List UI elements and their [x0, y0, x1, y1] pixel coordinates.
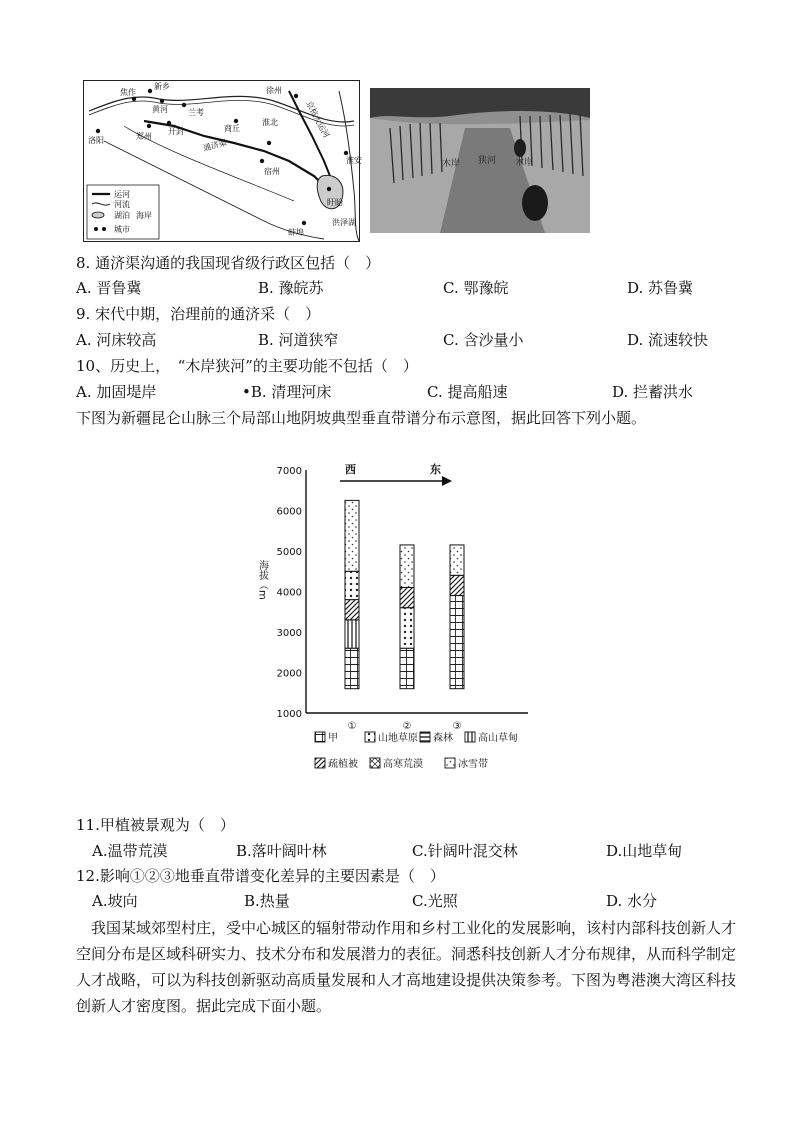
question-9-stem: 9. 宋代中期，治理前的通济采（ ）: [76, 305, 321, 323]
legend-label: 森林: [433, 733, 453, 744]
y-tick-label: 5000: [276, 547, 302, 558]
y-tick-label: 7000: [276, 466, 302, 477]
y-tick-label: 1000: [276, 709, 302, 720]
question-12-option-d: D. 水分: [606, 892, 658, 910]
category-label: ①: [347, 721, 357, 732]
question-8-option-a: A. 晋鲁冀: [76, 279, 142, 297]
zone-segment-1: [345, 648, 359, 689]
map-label-huanghe: 黄河: [152, 105, 168, 114]
zone-segment-1: [345, 600, 359, 620]
y-tick-label: 6000: [276, 506, 302, 518]
legend-swatch: [465, 732, 475, 742]
question-9-option-b: B. 河道狭窄: [258, 331, 339, 349]
question-8-option-c: C. 鄂豫皖: [443, 279, 509, 297]
map-label-grand-canal: 京杭大运河: [304, 99, 331, 140]
legend-label: 山地草原: [378, 733, 418, 744]
question-11-option-d: D.山地草甸: [606, 842, 683, 860]
zone-segment-2: [400, 545, 414, 588]
map-label-bengbu: 蚌埠: [288, 228, 304, 237]
wooden-bank-photo: [370, 88, 590, 233]
map-label-kaifeng: 开封: [168, 127, 184, 136]
y-tick-label: 4000: [276, 587, 302, 599]
question-10-stem: 10、历史上， “木岸狭河”的主要功能不包括（ ）: [76, 357, 418, 375]
legend-label: 疏植被: [328, 759, 358, 770]
intro-vertical-zones: 下图为新疆昆仑山脉三个局部山地阴坡典型垂直带谱分布示意图，据此回答下列小题。: [76, 409, 647, 427]
question-11-stem: 11.甲植被景观为（ ）: [76, 816, 235, 834]
legend-swatch: [315, 758, 325, 768]
question-8-stem: 8. 通济渠沟通的我国现省级行政区包括（ ）: [76, 254, 381, 272]
legend-swatch: [315, 732, 325, 742]
zone-segment-3: [450, 596, 464, 689]
map-label-jiaozuo: 焦作: [120, 88, 136, 97]
map-label-tongjiqu: 通济渠: [202, 138, 228, 153]
y-tick-label: 3000: [276, 628, 302, 639]
zone-segment-1: [345, 500, 359, 571]
map-label-xuyi: 盱眙: [327, 198, 343, 207]
question-12-option-c: C.光照: [412, 892, 458, 910]
zone-segment-3: [450, 545, 464, 575]
legend-label: 冰雪带: [458, 759, 488, 770]
question-8-option-b: B. 豫皖苏: [258, 279, 324, 297]
legend-swatch: [370, 758, 380, 768]
direction-east: 东: [430, 463, 441, 476]
zone-segment-2: [400, 648, 414, 689]
map-label-huaibei: 淮北: [262, 118, 278, 127]
vertical-zone-chart: [256, 455, 540, 785]
question-9-option-d: D. 流速较快: [627, 331, 709, 349]
map-label-zhengzhou: 郑州: [136, 132, 152, 141]
legend-label: 高寒荒漠: [383, 759, 423, 770]
map-label-huaian: 淮安: [346, 156, 362, 165]
question-10-option-c: C. 提高船速: [427, 383, 508, 401]
map-label-shangqiu: 商丘: [224, 124, 240, 133]
map-label-lankao: 兰考: [188, 108, 204, 117]
zone-segment-2: [400, 587, 414, 607]
map-label-xinxiang: 新乡: [154, 82, 170, 91]
y-tick-label: 2000: [276, 668, 302, 680]
question-11-option-b: B.落叶阔叶林: [236, 842, 327, 860]
legend-swatch: [445, 758, 455, 768]
question-10-option-d: D. 拦蓄洪水: [612, 383, 694, 401]
question-9-option-c: C. 含沙量小: [443, 331, 524, 349]
map-legend-river: 河流: [114, 200, 130, 209]
direction-arrow-head: [442, 476, 452, 486]
map-label-hongzehu: 洪泽湖: [332, 218, 356, 227]
photo-label-1: 木岸: [442, 159, 461, 169]
legend-swatch: [420, 732, 430, 742]
question-10-option-b: •B. 清理河床: [242, 383, 332, 401]
y-axis-label: 海拔（m: [256, 560, 268, 600]
question-12-option-b: B.热量: [244, 892, 290, 910]
category-label: ③: [452, 721, 462, 732]
legend-label: 高山草甸: [478, 733, 518, 744]
question-11-option-c: C.针阔叶混交林: [412, 842, 518, 860]
question-10-option-a: A. 加固堤岸: [76, 383, 157, 401]
category-label: ②: [402, 721, 412, 732]
legend-label: 甲: [328, 733, 338, 744]
question-12-stem: 12.影响①②③地垂直带谱变化差异的主要因素是（ ）: [76, 867, 445, 885]
question-12-option-a: A.坡向: [92, 892, 138, 910]
map-label-xuzhou: 徐州: [266, 86, 282, 95]
question-9-option-a: A. 河床较高: [76, 331, 157, 349]
map-label-suzhou: 宿州: [264, 167, 280, 176]
photo-label-2: 狭河: [478, 156, 497, 166]
canal-map: [83, 80, 360, 242]
legend-swatch: [365, 732, 375, 742]
question-11-option-a: A.温带荒漠: [92, 842, 168, 860]
map-legend-lake: 湖泊: [114, 211, 130, 220]
zone-segment-1: [345, 571, 359, 599]
zone-segment-2: [400, 608, 414, 649]
direction-west: 西: [345, 463, 356, 476]
map-legend-coast: 海岸: [136, 211, 152, 220]
zone-segment-1: [345, 620, 359, 648]
photo-label-3: 木岸: [515, 158, 534, 168]
map-legend-canal: 运河: [114, 190, 130, 199]
zone-segment-3: [450, 575, 464, 595]
intro-talent-paragraph: 我国某域郊型村庄，受中心城区的辐射带动作用和乡村工业化的发展影响，该村内部科技创新人才空间分布是区域科研实力、技术分布和发展潜力的表征。洞悉科技创新人才分布规律，从而科学制定人才战略，可以为科技创新驱动高质量发展和人才高地建设提供决策参考。下图为粤港澳大湾区科技创新人才密度图。据此完成下面小题。: [76, 919, 737, 1015]
map-legend-city: 城市: [114, 225, 130, 234]
question-8-option-d: D. 苏鲁冀: [627, 279, 694, 297]
map-label-luoyang: 洛阳: [88, 136, 104, 145]
